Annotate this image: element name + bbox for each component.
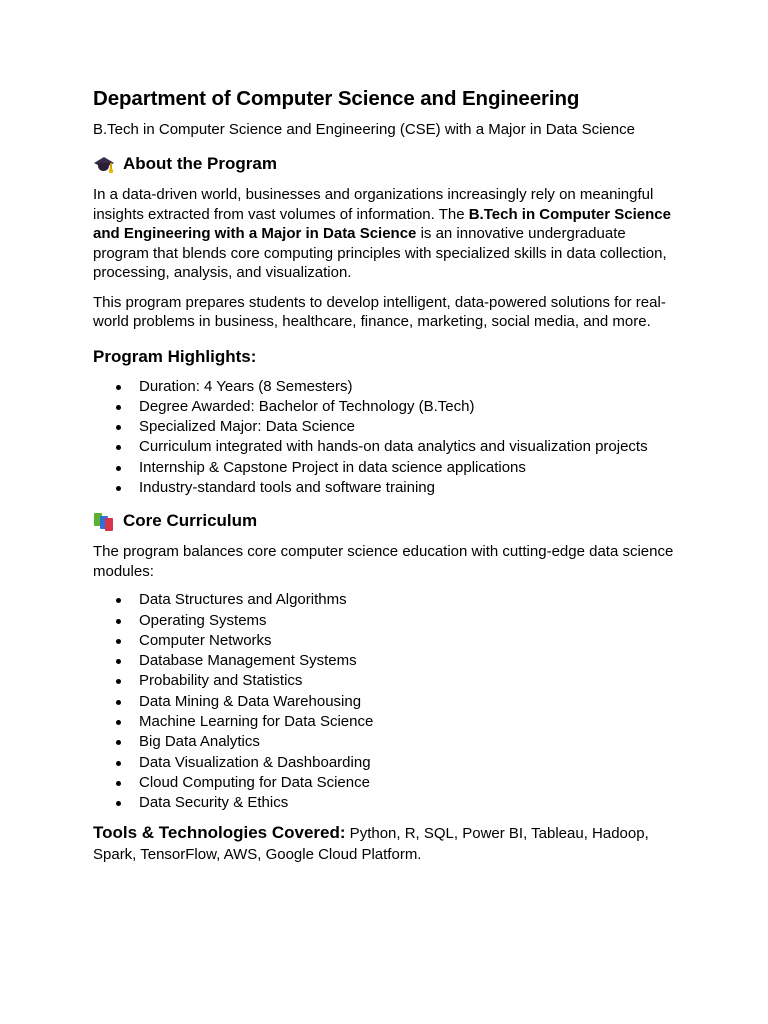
about-para1-text-a: In a data-driven world, businesses and organizations increasingly rely on meaningful insights extracted from vast volumes of information. The — [93, 186, 654, 223]
list-item: Data Structures and Algorithms — [139, 590, 683, 610]
curriculum-intro: The program balances core computer science education with cutting-edge data science modules: — [93, 543, 674, 580]
document-page — [93, 86, 683, 865]
page-title: Department of Computer Science and Engineering — [93, 87, 580, 110]
curriculum-heading-text: Core Curriculum — [123, 511, 258, 531]
graduation-cap-icon — [93, 154, 115, 174]
list-item: Curriculum integrated with hands-on data analytics and visualization projects — [139, 437, 683, 457]
tools-label: Tools & Technologies Covered: — [93, 822, 346, 842]
about-heading-text: About the Program — [123, 154, 277, 173]
books-icon — [93, 511, 115, 531]
tools-text: Python, R, SQL, Power BI, Tableau, Hadoop, Spark, TensorFlow, AWS, Google Cloud Platform. — [93, 824, 649, 863]
highlights-list — [93, 377, 683, 499]
about-para1-bold: B.Tech in Computer Science and Engineering with a Major in Data Science — [93, 205, 671, 242]
list-item: Internship & Capstone Project in data science applications — [139, 458, 683, 478]
list-item: Duration: 4 Years (8 Semesters) — [139, 377, 683, 397]
about-paragraph-2: This program prepares students to develop intelligent, data-powered solutions for real-world problems in business, healthcare, finance, marketing, social media, and more. — [93, 293, 666, 330]
list-item: Degree Awarded: Bachelor of Technology (B.Tech) — [139, 397, 683, 417]
about-para1-text-b: is an innovative undergraduate program that blends core computing principles with specialized skills in data collection, processing, analysis, and visualization. — [93, 225, 667, 281]
list-item: Industry-standard tools and software training — [139, 478, 683, 498]
highlights-heading: Program Highlights: — [93, 346, 257, 366]
list-item: Data Mining & Data Warehousing — [139, 692, 683, 712]
list-item: Computer Networks — [139, 631, 683, 651]
list-item: Specialized Major: Data Science — [139, 417, 683, 437]
curriculum-list — [93, 590, 683, 813]
list-item: Cloud Computing for Data Science — [139, 773, 683, 793]
about-heading — [93, 153, 683, 175]
list-item: Database Management Systems — [139, 651, 683, 671]
list-item: Probability and Statistics — [139, 671, 683, 691]
page-subtitle: B.Tech in Computer Science and Engineering (CSE) with a Major in Data Science — [93, 121, 635, 138]
tools-paragraph — [93, 822, 683, 865]
list-item: Operating Systems — [139, 611, 683, 631]
list-item: Data Security & Ethics — [139, 793, 683, 813]
about-paragraph-1 — [93, 185, 683, 283]
list-item: Data Visualization & Dashboarding — [139, 753, 683, 773]
list-item: Big Data Analytics — [139, 732, 683, 752]
curriculum-heading — [93, 510, 683, 532]
list-item: Machine Learning for Data Science — [139, 712, 683, 732]
